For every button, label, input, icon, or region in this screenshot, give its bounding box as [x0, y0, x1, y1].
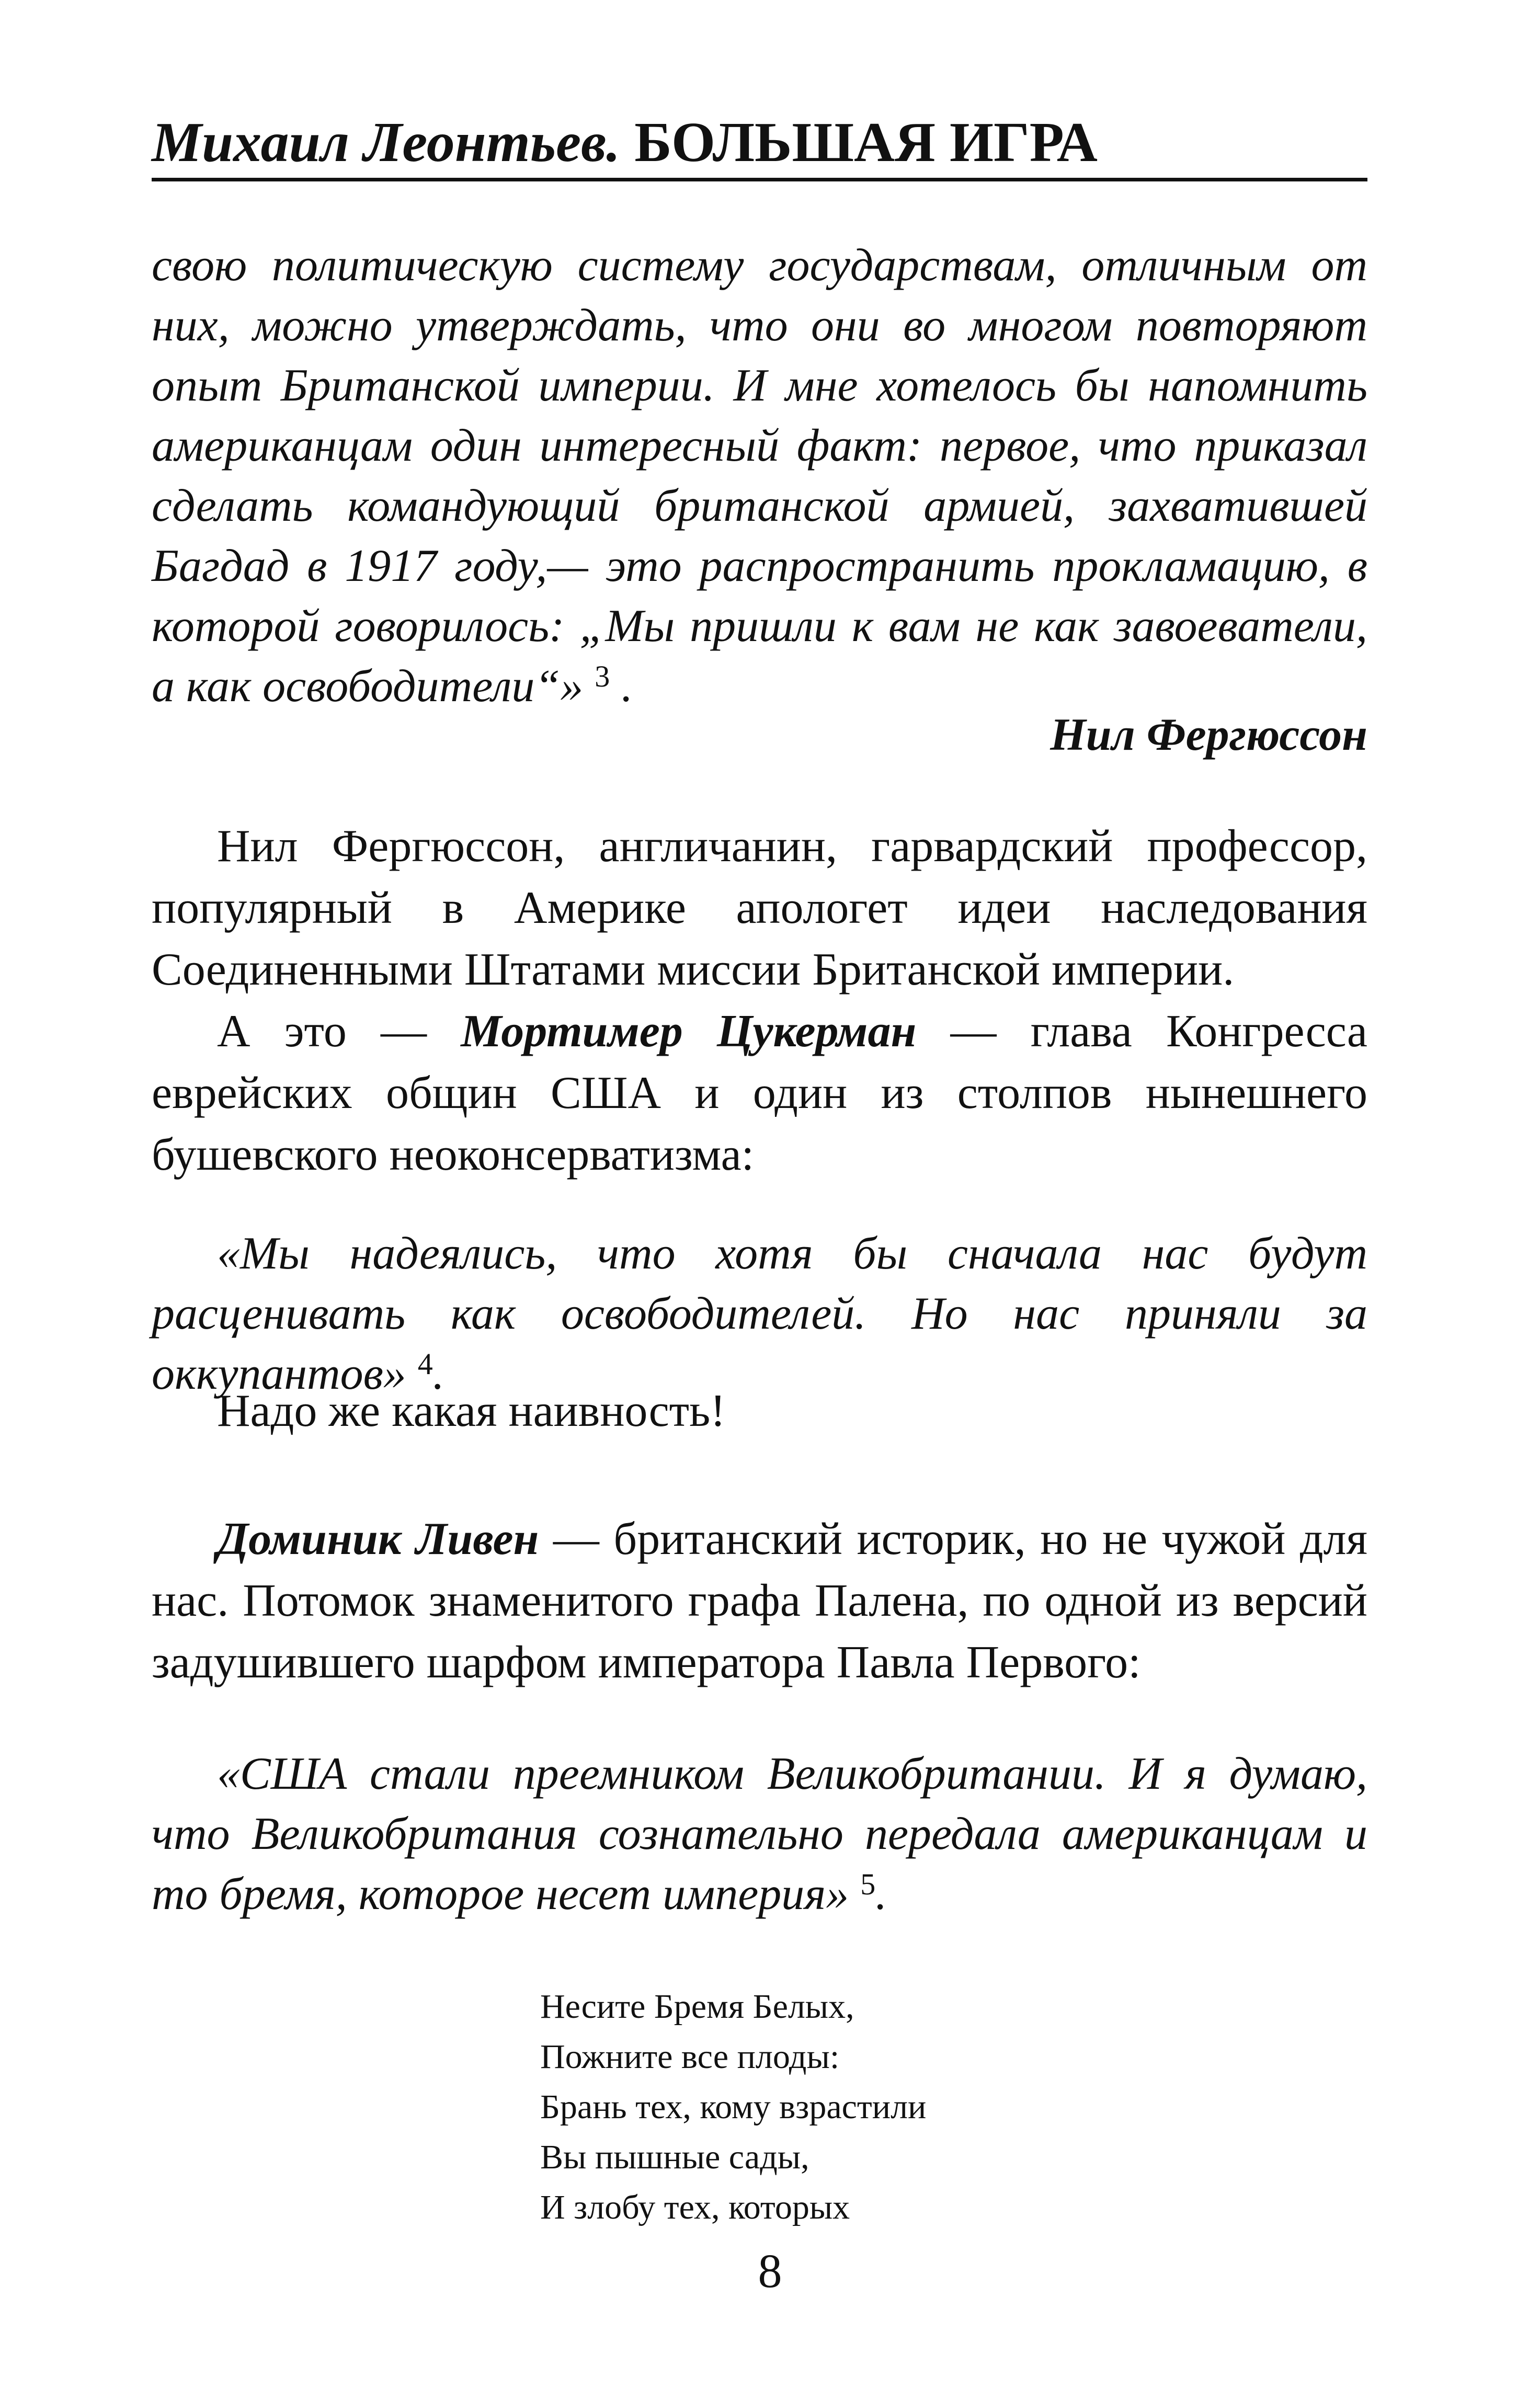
name-zuckerman: Мортимер Цукерман	[461, 1006, 917, 1057]
page-number: 8	[758, 2244, 782, 2298]
poem-line: Брань тех, кому взрастили	[540, 2088, 927, 2126]
quote-lieven-tail: .	[875, 1869, 887, 1919]
paragraph-lieven-paragraph	[152, 1509, 1367, 1694]
quote-lieven-paragraph	[152, 1744, 1367, 1924]
quote-lieven-text: «США стали преемником Великобритании. И я думаю, что Великобритания сознательно передала американцам и то бремя, которое несет империя»	[152, 1749, 1367, 1919]
quote-attribution: Нил Фергюссон	[1050, 710, 1367, 760]
header-author: Михаил Леонтьев.	[152, 111, 621, 174]
name-lieven: Доминик Ливен	[217, 1514, 539, 1564]
poem-line: И злобу тех, которых	[540, 2188, 850, 2226]
quote-lieven	[152, 1744, 1367, 1924]
paragraph-zuckerman-text: — глава Конгресса еврейских общин США и один из столпов нынешнего бушевского неоконсерватизма:	[152, 1006, 1367, 1180]
quote-zuckerman-paragraph	[152, 1224, 1367, 1404]
quote-zuckerman-tail: .	[432, 1349, 444, 1399]
paragraph-fergusson	[152, 816, 1367, 1186]
paragraph-naivete-text: Надо же какая наивность!	[217, 1386, 726, 1436]
paragraph-zuckerman-prefix: А это —	[217, 1006, 461, 1057]
paragraph-zuckerman	[152, 1001, 1367, 1186]
paragraph-lieven	[152, 1509, 1367, 1694]
quote-zuckerman-text: «Мы надеялись, что хотя бы сначала нас будут расценивать как освободителей. Но нас приняли за оккупантов»	[152, 1228, 1367, 1399]
quote-fergusson-text: свою политическую систему государствам, отличным от них, можно утверждать, что они во многом повторяют опыт Британской империи. И мне хотелось бы напомнить американцам один интересный факт: первое, что приказал сделать командующий британской армией, захватившей Багдад в 1917 году,— это распространить прокламацию, в которой говорилось: „Мы пришли к вам не как завоеватели, а как освободители“»	[152, 240, 1367, 712]
quote-fergusson	[152, 235, 1367, 716]
quote-zuckerman	[152, 1224, 1367, 1404]
quote-fergusson-paragraph	[152, 235, 1367, 716]
poem-line: Несите Бремя Белых,	[540, 1987, 854, 2026]
running-header	[152, 107, 1367, 181]
paragraph-naivete	[152, 1380, 1367, 1442]
poem-line: Вы пышные сады,	[540, 2138, 809, 2176]
poem-excerpt	[540, 1982, 926, 2233]
footnote-ref-4: 4	[417, 1347, 433, 1381]
header-title: БОЛЬШАЯ ИГРА	[634, 111, 1098, 174]
paragraph-lieven-text: — британский историк, но не чужой для нас. Потомок знаменитого графа Палена, по одной из версий задушившего шарфом императора Павла Первого:	[152, 1514, 1368, 1688]
poem-line: Пожните все плоды:	[540, 2038, 840, 2076]
paragraph-fergusson-text: Нил Фергюссон, англичанин, гарвардский профессор, популярный в Америке апологет идеи наследования Соединенными Штатами миссии Британской империи.	[152, 821, 1367, 995]
footnote-ref-3: 3	[595, 659, 610, 693]
footnote-ref-5: 5	[860, 1867, 876, 1901]
quote-fergusson-tail: .	[610, 661, 633, 712]
